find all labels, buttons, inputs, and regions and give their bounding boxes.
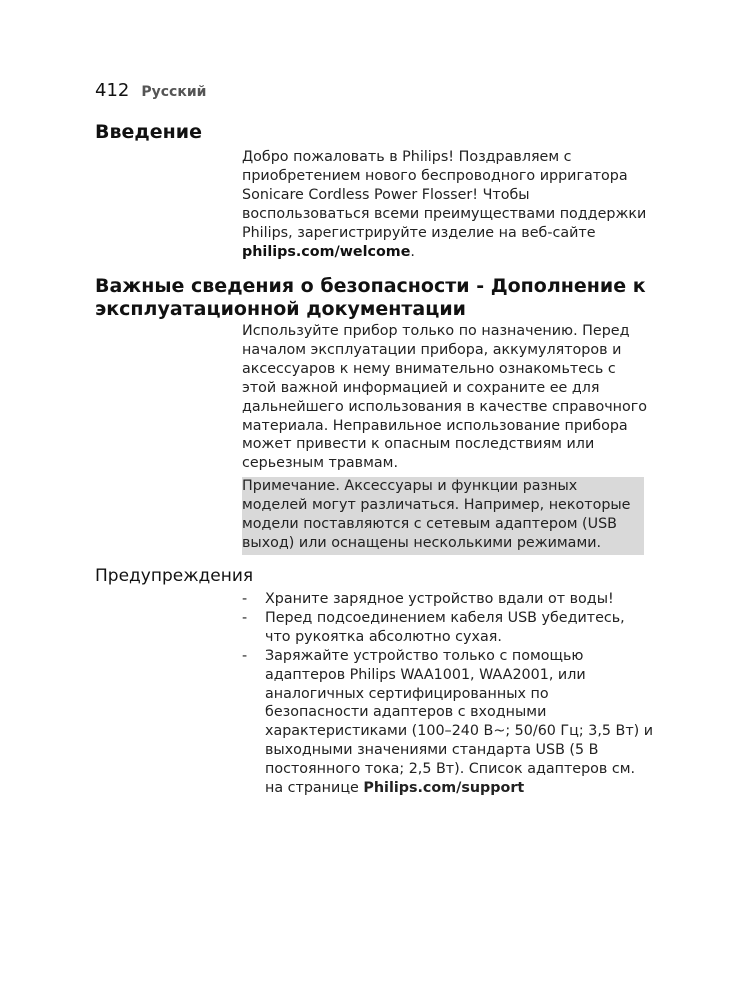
- intro-text: Добро пожаловать в Philips! Поздравляем с приобретением нового беспроводного ирригатора Sonicare Cordless Power Flosser! Чтобы воспользоваться всеми преимуществами поддержки Philips, зарегистрируйте изделие на веб-сайте: [242, 149, 647, 241]
- page-language: Русский: [141, 84, 207, 100]
- safety-paragraph: Используйте прибор только по назначению. Перед началом эксплуатации прибора, аккумуляторов и аксессуаров к нему внимательно ознакомьтесь с этой важной информацией и сохраните ее для дальнейшего использования в качестве справочного материала. Неправильное использование прибора может привести к опасным последствиям или серьезным травмам.: [242, 323, 648, 472]
- page-header: [95, 80, 206, 101]
- bullet-dash: -: [242, 609, 248, 626]
- warning-text: Заряжайте устройство только с помощью адаптеров Philips WAA1001, WAA2001, или аналогичных сертифицированных по безопасности адаптеров с входными характеристиками (100–240 В~; 50/60 Гц; 3,5 Вт) и выходными значениями стандарта USB (5 В постоянного тока; 2,5 Вт). Список адаптеров см. на странице: [265, 647, 654, 797]
- intro-paragraph: [242, 148, 654, 261]
- warning-text: Храните зарядное устройство вдали от воды!: [265, 591, 614, 607]
- support-link[interactable]: Philips.com/support: [363, 780, 525, 797]
- warning-item: [242, 647, 654, 798]
- bullet-dash: -: [242, 591, 248, 607]
- warning-item: [242, 590, 654, 609]
- intro-suffix: .: [410, 243, 415, 260]
- welcome-link[interactable]: philips.com/welcome: [242, 243, 411, 260]
- warning-item: [242, 609, 654, 647]
- bullet-dash: -: [242, 647, 248, 664]
- warnings-title: Предупреждения: [95, 566, 254, 586]
- safety-title: Важные сведения о безопасности - Дополнение к эксплуатационной документации: [95, 275, 646, 320]
- note-box: Примечание. Аксессуары и функции разных моделей могут различаться. Например, некоторые модели поставляются с сетевым адаптером (USB выход) или оснащены несколькими режимами.: [242, 477, 644, 555]
- warning-text: Перед подсоединением кабеля USB убедитесь, что рукоятка абсолютно сухая.: [265, 609, 625, 645]
- intro-title: Введение: [95, 121, 202, 143]
- warnings-list: [242, 590, 654, 798]
- page-number: 412: [95, 80, 130, 101]
